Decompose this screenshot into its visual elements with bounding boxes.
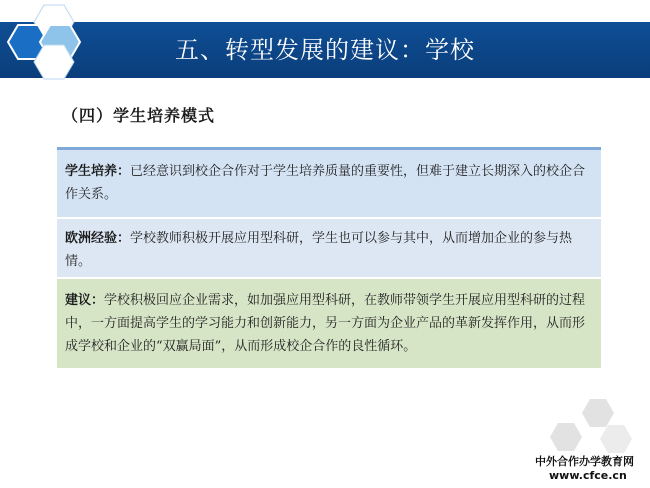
card-student-training bbox=[57, 147, 601, 217]
card-suggestion bbox=[57, 279, 601, 368]
card-european-experience bbox=[57, 219, 601, 277]
watermark-site-name: 中外合作办学教育网 bbox=[535, 455, 634, 468]
slide-title: 五、转型发展的建议：学校 bbox=[175, 36, 475, 64]
card-text: 学校积极回应企业需求，如加强应用型科研，在教师带领学生开展应用型科研的过程中，一方面提高学生的学习能力和创新能力，另一方面为企业产品的革新发挥作用，从而形成学校和企业的“双赢局面”，从而形成校企合作的良性循环。 bbox=[65, 293, 586, 354]
hexagon-logo-icon bbox=[0, 0, 110, 82]
watermark-hex-left bbox=[550, 423, 582, 451]
watermark-hex-top bbox=[582, 399, 614, 427]
watermark-url: www.cfce.cn bbox=[549, 469, 627, 482]
watermark-hex-right bbox=[600, 425, 632, 453]
card-lead: 欧洲经验： bbox=[65, 231, 131, 246]
card-text: 学校教师积极开展应用型科研，学生也可以参与其中，从而增加企业的参与热情。 bbox=[65, 231, 573, 269]
card-lead: 学生培养： bbox=[65, 164, 131, 179]
watermark-hexagon-icon bbox=[540, 395, 640, 455]
section-heading: （四）学生培养模式 bbox=[62, 106, 216, 125]
card-lead: 建议： bbox=[65, 293, 105, 308]
card-text: 已经意识到校企合作对于学生培养质量的重要性，但难于建立长期深入的校企合作关系。 bbox=[65, 164, 586, 202]
